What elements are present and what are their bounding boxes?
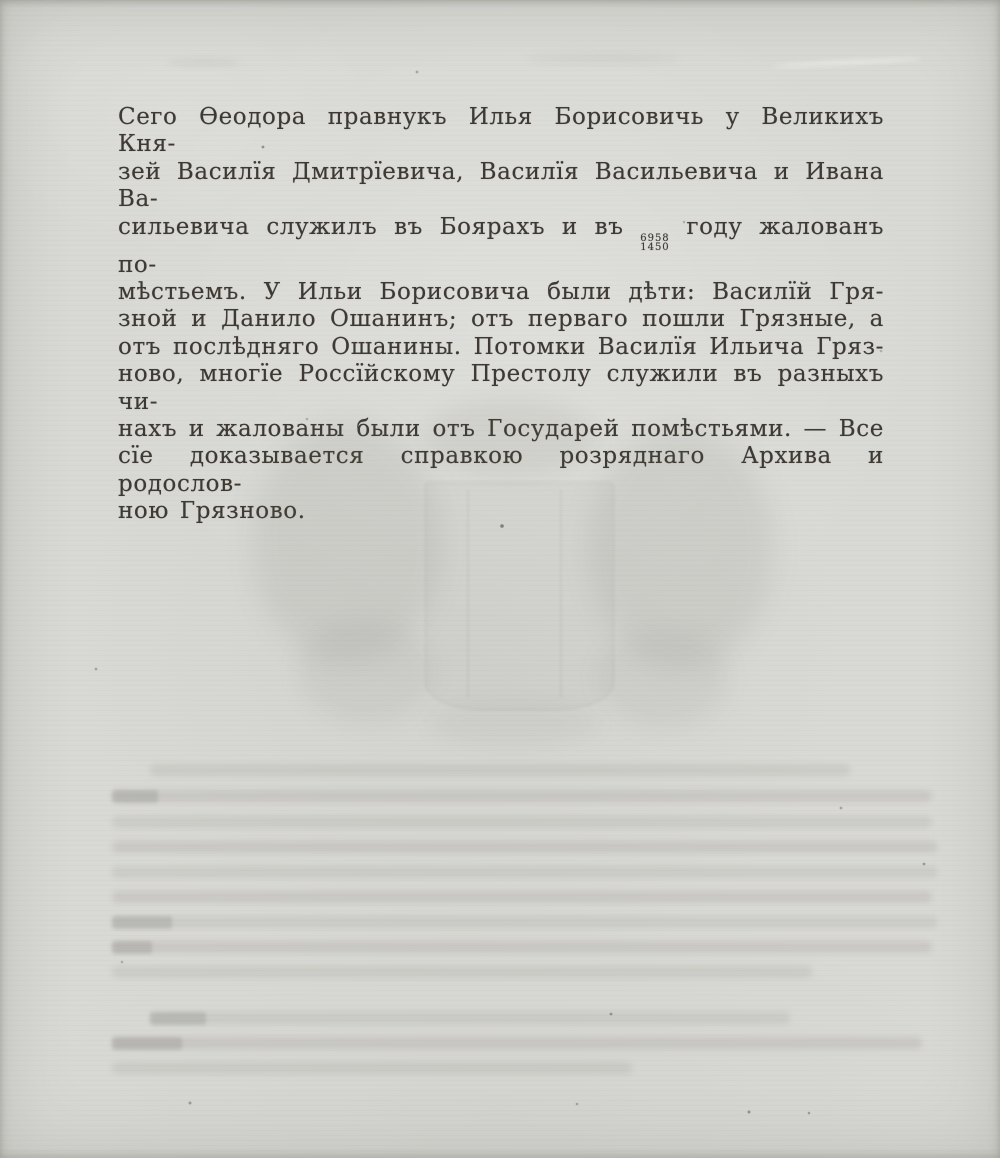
- text-segment: сильевича служилъ въ Боярахъ и въ: [118, 213, 641, 240]
- showthrough-line: [150, 1012, 790, 1024]
- showthrough-line: [112, 1037, 922, 1049]
- text-line: нахъ и жалованы были отъ Государей помѣстьями. — Все: [118, 416, 884, 443]
- text-line-with-date: [118, 214, 884, 279]
- showthrough-line: [150, 764, 850, 776]
- text-line: мѣстьемъ. У Ильи Борисовича были дѣти: Василїй Гря-: [118, 279, 884, 306]
- main-paragraph: [118, 104, 884, 526]
- showthrough-word: [150, 1012, 206, 1025]
- paper-smudge: [168, 58, 240, 67]
- showthrough-line: [112, 1062, 632, 1074]
- ink-specks: [0, 0, 2, 2]
- text-line: зной и Данило Ошанинъ; отъ перваго пошли Грязные, а: [118, 306, 884, 333]
- showthrough-line: [112, 816, 932, 828]
- paper-crease: [772, 56, 922, 69]
- text-line: сїе доказывается справкою розряднаго Архива и родослов-: [118, 443, 884, 497]
- showthrough-line: [112, 966, 812, 978]
- text-line: ною Грязново.: [118, 498, 306, 525]
- showthrough-word: [112, 916, 172, 929]
- showthrough-base-flourish: [428, 698, 600, 746]
- showthrough-line: [112, 891, 932, 903]
- showthrough-line: [112, 841, 937, 853]
- date-fraction-anno-mundi: 6958: [640, 232, 670, 244]
- text-line: ново, многїе Россїйскому Престолу служили въ разныхъ чи-: [118, 361, 884, 415]
- showthrough-word: [112, 790, 158, 803]
- text-segment: году жалованъ по-: [118, 213, 884, 278]
- text-line: Сего Ѳеодора правнукъ Илья Борисовичь у Великихъ Кня-: [118, 104, 884, 158]
- showthrough-mantling-left: [298, 618, 433, 723]
- showthrough-word: [112, 941, 152, 954]
- text-line: отъ послѣдняго Ошанины. Потомки Василїя Ильича Гряз-: [118, 333, 884, 360]
- showthrough-line: [112, 866, 937, 878]
- showthrough-line: [112, 916, 937, 928]
- showthrough-word: [112, 1037, 182, 1050]
- showthrough-line: [112, 790, 932, 802]
- showthrough-mantling-right: [598, 628, 728, 728]
- showthrough-line: [112, 941, 932, 953]
- date-fraction-anno-domini: 1450: [640, 241, 670, 253]
- text-line: зей Василїя Дмитрїевича, Василїя Васильевича и Ивана Ва-: [118, 158, 884, 213]
- date-fraction: [640, 234, 669, 252]
- paper-smudge: [528, 54, 678, 63]
